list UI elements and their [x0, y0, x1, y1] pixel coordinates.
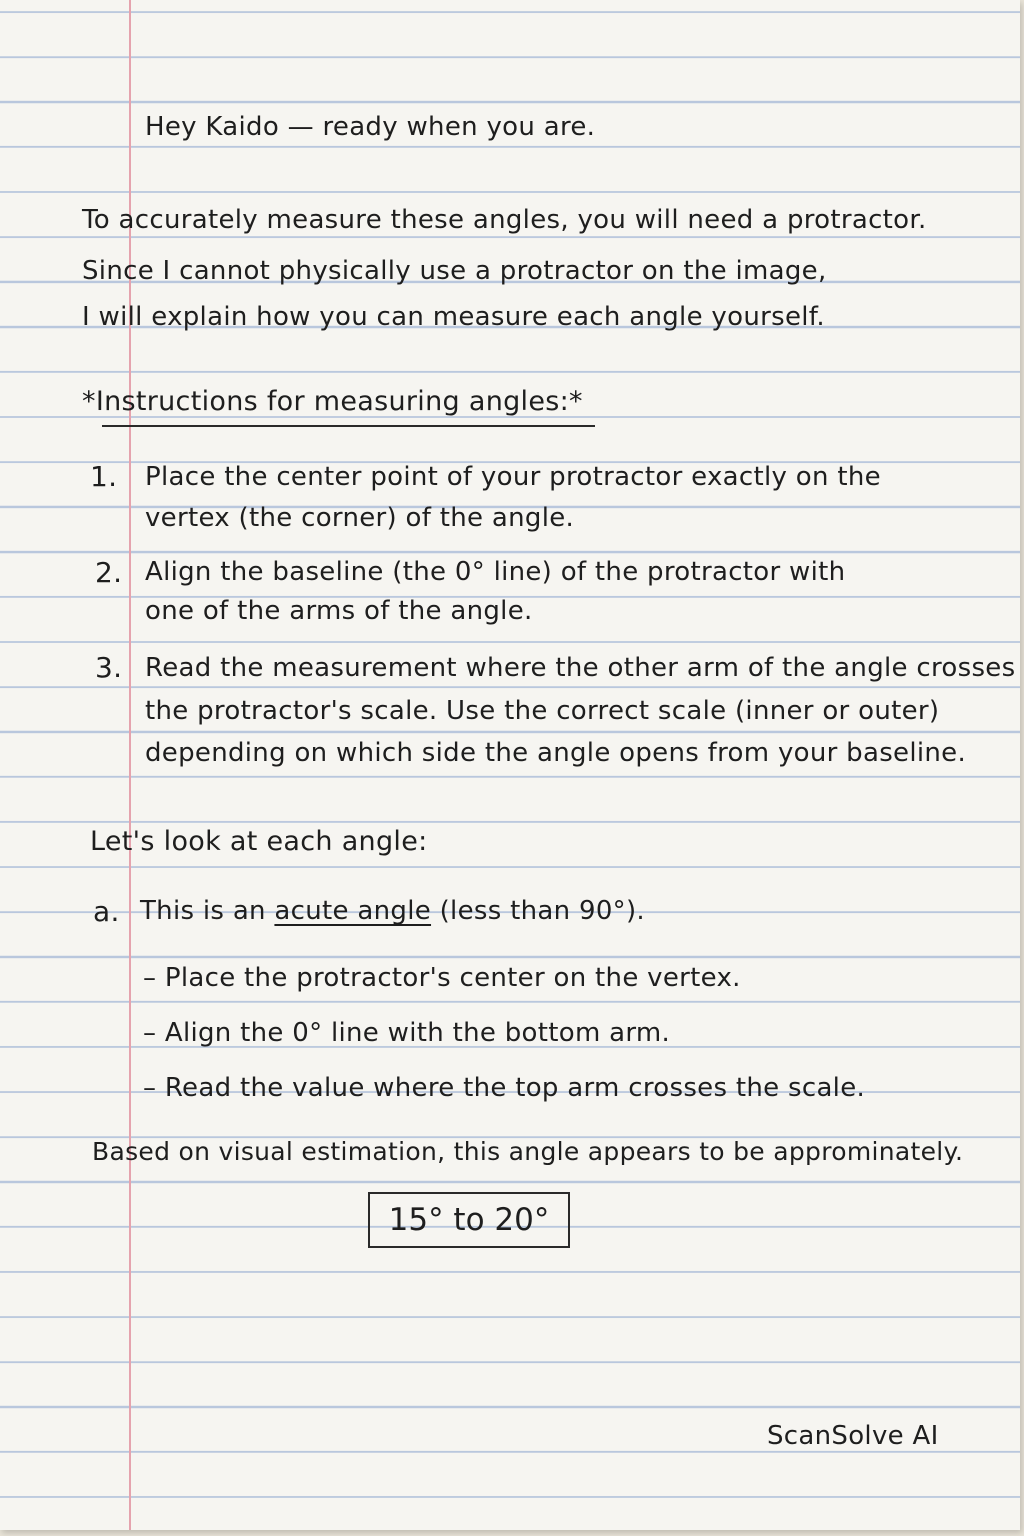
step-2-line-1: Align the baseline (the 0° line) of the protractor with — [145, 557, 846, 587]
intro-line-3: I will explain how you can measure each angle yourself. — [82, 302, 825, 332]
greeting: Hey Kaido — ready when you are. — [145, 112, 596, 142]
angle-a-text-before: This is an — [140, 896, 266, 926]
estimate-text: Based on visual estimation, this angle appears to be appr​ominately. — [92, 1137, 964, 1166]
answer-value: 15° to 20° — [388, 1202, 550, 1238]
signature: ScanSolve AI — [767, 1421, 939, 1451]
bullet-3: – Read the value where the top arm crosses the scale. — [143, 1073, 866, 1103]
step-1-line-2: vertex (the corner) of the angle. — [145, 503, 575, 533]
bullet-2: – Align the 0° line with the bottom arm. — [143, 1018, 671, 1048]
intro-line-1: To accurately measure these angles, you will need a protractor. — [82, 205, 927, 235]
step-1-line-1: Place the center point of your protractor exactly on the — [145, 462, 881, 492]
instructions-heading-row — [82, 386, 583, 417]
step-3-line-3: depending on which side the angle opens from your baseline. — [145, 738, 967, 768]
bullet-1: – Place the protractor's center on the vertex. — [143, 963, 741, 993]
step-number: 3. — [95, 651, 123, 684]
star-icon: * — [82, 386, 96, 417]
step-number: 2. — [95, 556, 123, 589]
intro-line-2: Since I cannot physically use a protractor on the image, — [82, 256, 827, 286]
star-icon: * — [569, 386, 583, 417]
step-3-line-1: Read the measurement where the other arm of the angle crosses — [145, 653, 1016, 683]
look-heading: Let's look at each angle: — [90, 826, 428, 857]
angle-letter: a. — [93, 895, 120, 928]
answer-box — [368, 1192, 570, 1248]
heading-underline — [102, 425, 595, 427]
instructions-heading: Instructions for measuring angles: — [95, 386, 570, 417]
acute-angle-underlined: acute angle — [274, 896, 432, 926]
step-3-line-2: the protractor's scale. Use the correct scale (inner or outer) — [145, 696, 940, 726]
angle-a-text-after: (less than 90°). — [439, 896, 645, 926]
step-number: 1. — [90, 460, 118, 493]
angle-a-description — [140, 896, 645, 926]
step-2-line-2: one of the arms of the angle. — [145, 596, 533, 626]
